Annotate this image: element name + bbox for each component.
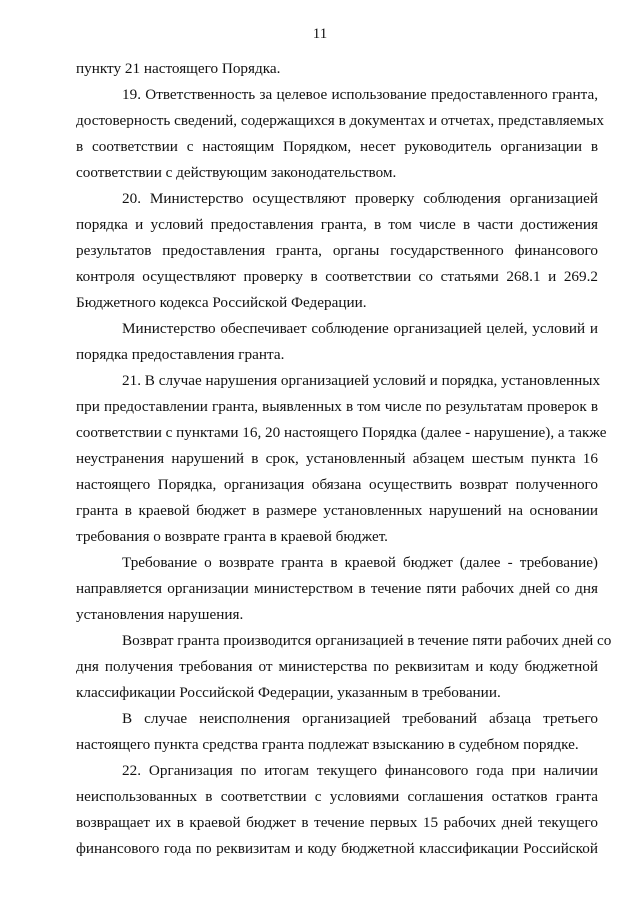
text-line: в соответствии с настоящим Порядком, несет руководитель организации в: [76, 138, 598, 155]
text-line: результатов предоставления гранта, органы государственного финансового: [76, 242, 598, 259]
text-line: порядка и условий предоставления гранта, в том числе в части достижения: [76, 216, 598, 233]
text-line: направляется организации министерством в течение пяти рабочих дней со дня: [76, 580, 598, 597]
paragraph-20-first-line: 20. Министерство осуществляют проверку соблюдения организацией: [122, 190, 598, 207]
paragraph-nonfulfillment-first-line: В случае неисполнения организацией требований абзаца третьего: [122, 710, 598, 727]
text-line: финансового года по реквизитам и коду бюджетной классификации Российской: [76, 840, 598, 857]
paragraph-return-first-line: Возврат гранта производится организацией в течение пяти рабочих дней со: [122, 632, 612, 649]
text-line: классификации Российской Федерации, указанным в требовании.: [76, 684, 501, 701]
text-line: соответствии с пунктами 16, 20 настоящего Порядка (далее - нарушение), а также: [76, 424, 607, 441]
text-line: настоящего пункта средства гранта подлежат взысканию в судебном порядке.: [76, 736, 579, 753]
text-line: настоящего Порядка, организация обязана осуществить возврат полученного: [76, 476, 598, 493]
text-line: соответствии с действующим законодательством.: [76, 164, 397, 181]
text-line: дня получения требования от министерства по реквизитам и коду бюджетной: [76, 658, 598, 675]
text-line: возвращает их в краевой бюджет в течение первых 15 рабочих дней текущего: [76, 814, 598, 831]
text-line: достоверность сведений, содержащихся в документах и отчетах, представляемых: [76, 112, 604, 129]
paragraph-requirement-first-line: Требование о возврате гранта в краевой бюджет (далее - требование): [122, 554, 598, 571]
paragraph-ministry-first-line: Министерство обеспечивает соблюдение организацией целей, условий и: [122, 320, 598, 337]
paragraph-21-first-line: 21. В случае нарушения организацией условий и порядка, установленных: [122, 372, 601, 389]
paragraph-22-first-line: 22. Организация по итогам текущего финансового года при наличии: [122, 762, 598, 779]
paragraph-19-first-line: 19. Ответственность за целевое использование предоставленного гранта,: [122, 86, 598, 103]
text-line: Бюджетного кодекса Российской Федерации.: [76, 294, 367, 311]
text-line: порядка предоставления гранта.: [76, 346, 285, 363]
text-line: требования о возврате гранта в краевой бюджет.: [76, 528, 388, 545]
text-line: контроля осуществляют проверку в соответствии со статьями 268.1 и 269.2: [76, 268, 598, 285]
text-line: пункту 21 настоящего Порядка.: [76, 60, 281, 77]
text-line: установления нарушения.: [76, 606, 244, 623]
text-line: гранта в краевой бюджет в размере установленных нарушений на основании: [76, 502, 598, 519]
text-line: неустранения нарушений в срок, установленный абзацем шестым пункта 16: [76, 450, 598, 467]
page-number: 11: [312, 26, 328, 42]
text-line: неиспользованных в соответствии с условиями соглашения остатков гранта: [76, 788, 598, 805]
text-line: при предоставлении гранта, выявленных в том числе по результатам проверок в: [76, 398, 598, 415]
